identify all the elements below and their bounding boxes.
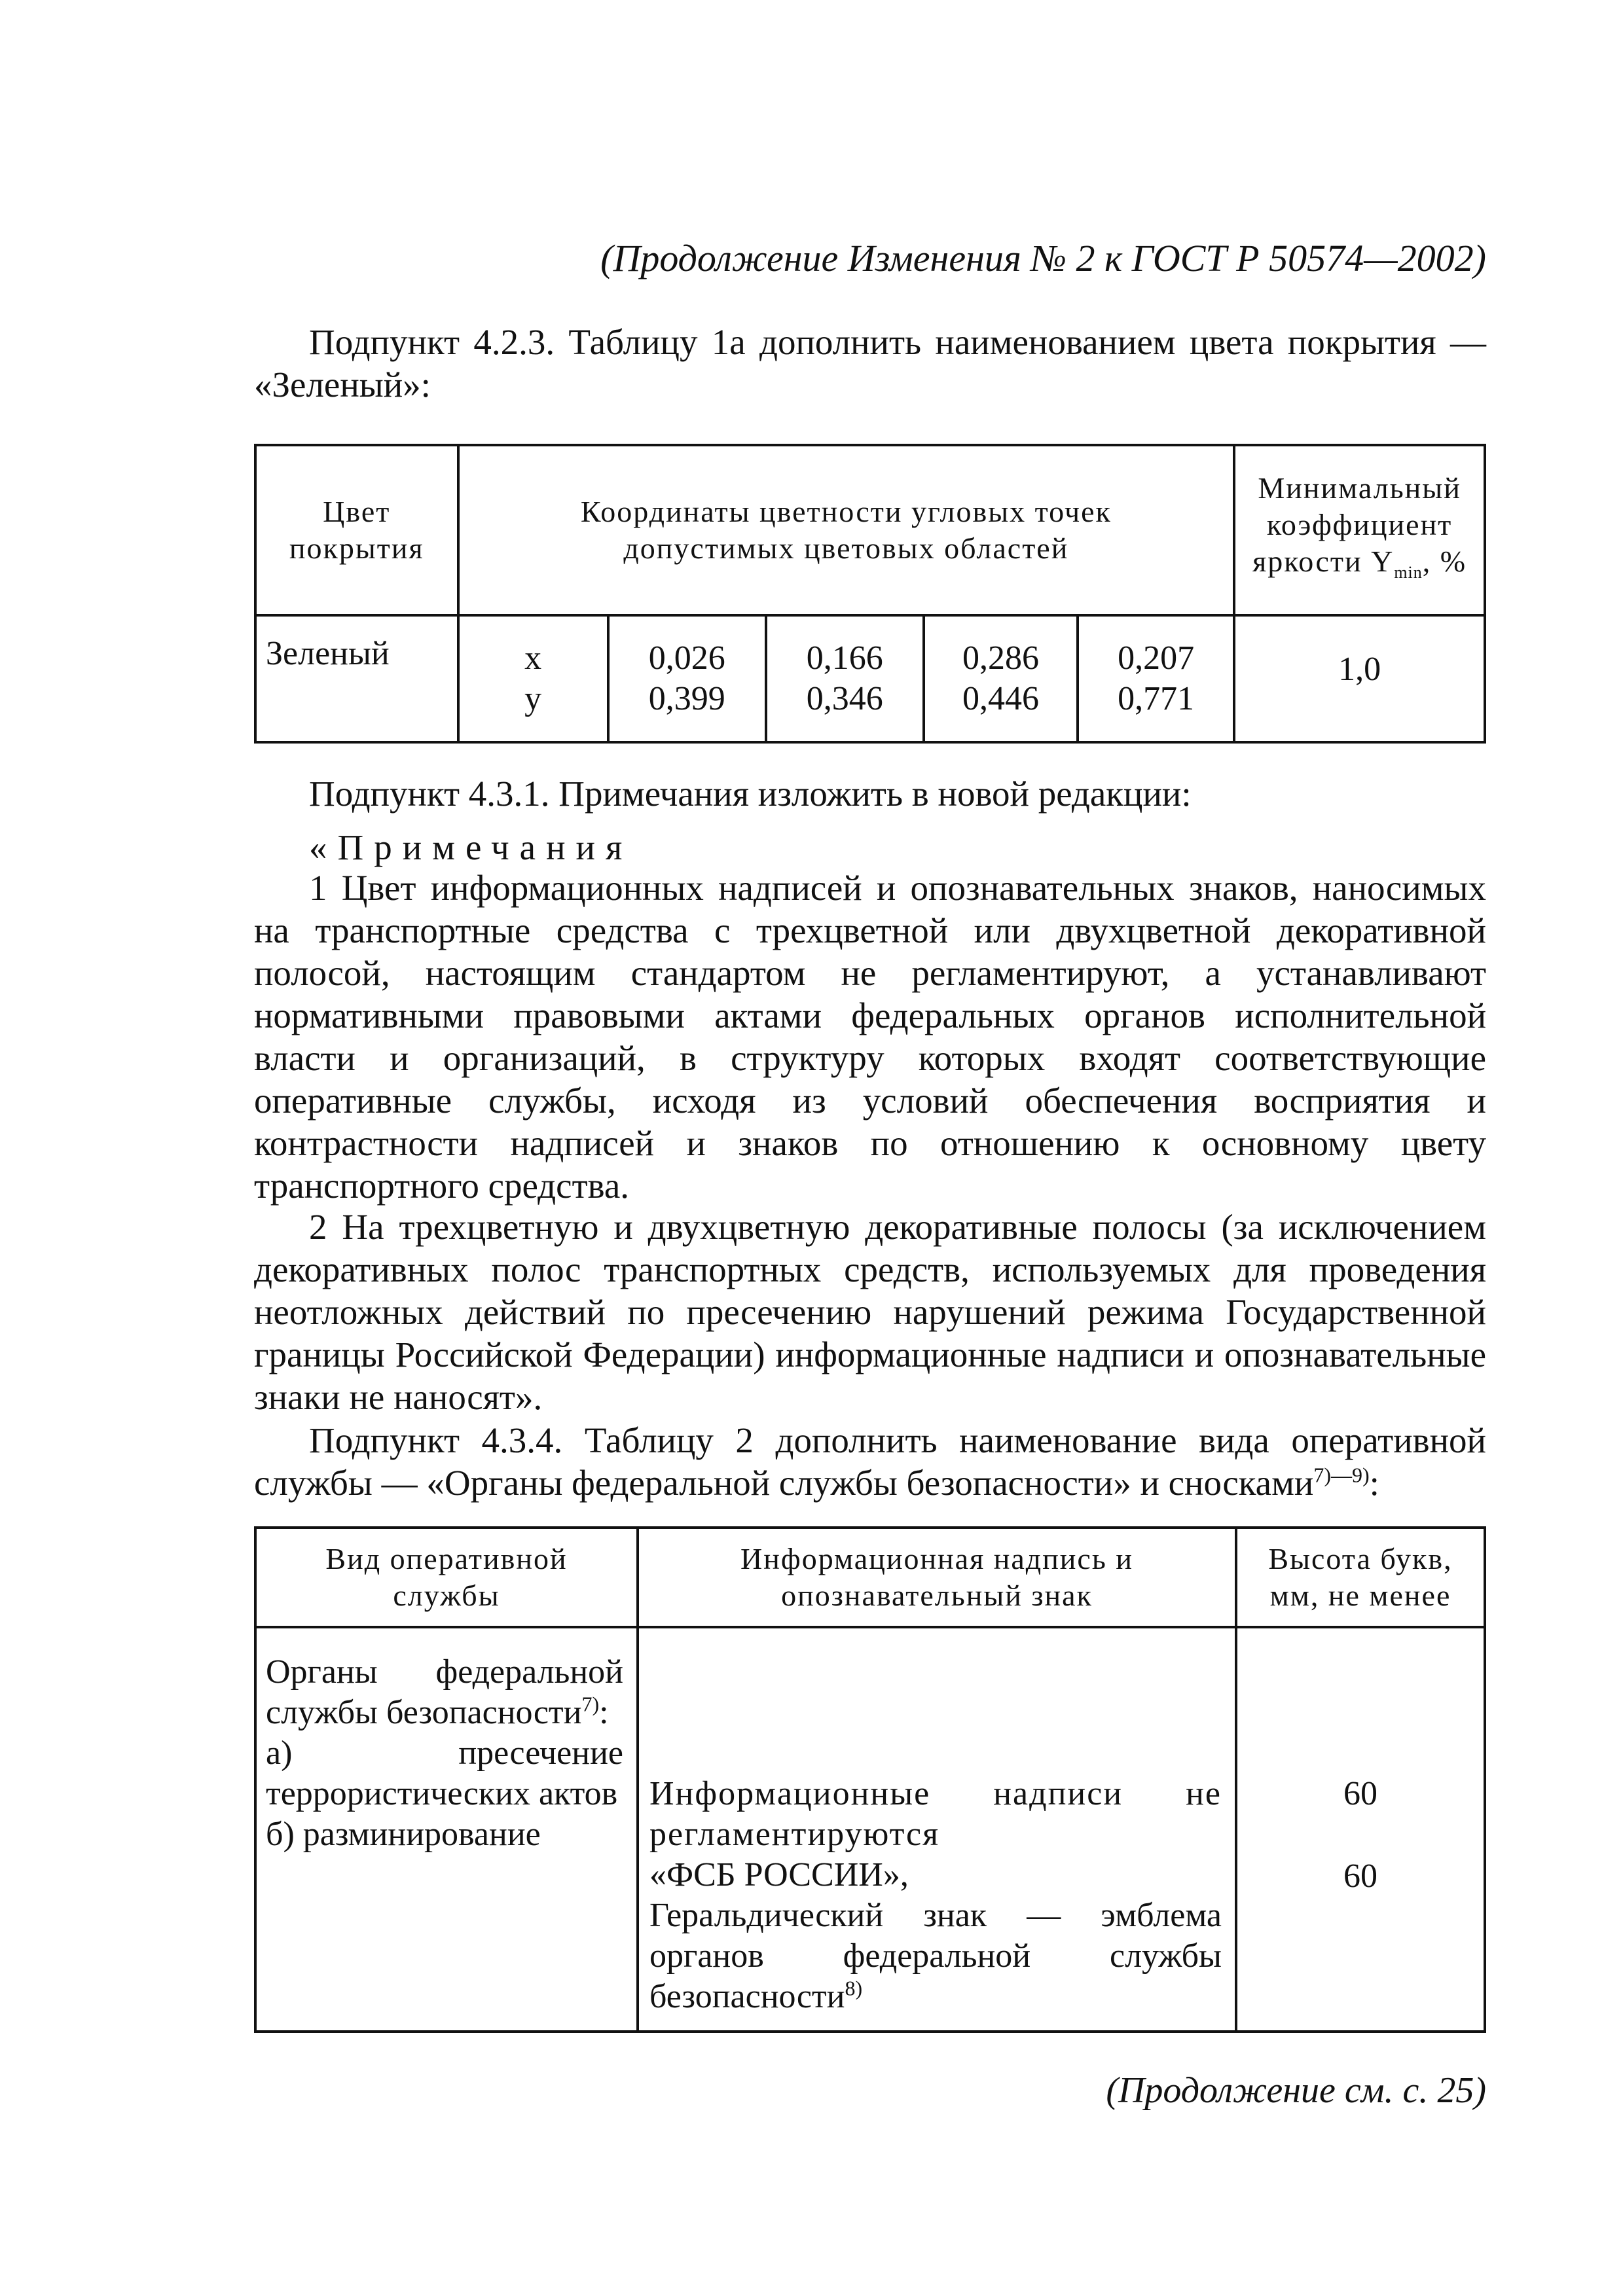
table2-header-inscription: Информационная надпись и опознавательный знак: [638, 1528, 1236, 1627]
axis-x-label: x: [524, 639, 542, 677]
service-title: Органы федеральной службы безопасности$^{7)}$:: [266, 1653, 623, 1731]
table2-height-cell: [1236, 1627, 1485, 2032]
min-brightness-subscript: min: [1394, 562, 1423, 582]
table1-header-coordinates: Координаты цветности угловых точек допустимых цветовых областей: [458, 445, 1235, 615]
table1-point-1: 0,026 0,399: [608, 615, 766, 742]
table2-header-service: Вид оперативной службы: [255, 1528, 638, 1627]
table1-point-2: 0,166 0,346: [766, 615, 924, 742]
service-item-b: б) разминирование: [266, 1816, 541, 1853]
table1-point-4: 0,207 0,771: [1078, 615, 1234, 742]
inscription-b-emblem: Геральдический знак — эмблема органов федеральной службы безопасности$^{8)}$: [649, 1897, 1222, 2015]
note-2: 2 На трехцветную и двухцветную декоративные полосы (за исключением декоративных полос транспортных средств, используемых для проведения неотложных действий по пресечению нарушений режима Государственной границы Российской Федерации) информационные надписи и опознавательные знаки не наносят».: [254, 1207, 1486, 1417]
table1-header-color: Цвет покрытия: [255, 445, 458, 615]
height-a: 60: [1343, 1775, 1377, 1812]
table1-min-value: 1,0: [1234, 615, 1485, 742]
footnote-ref-7-9: 7)—9): [1313, 1463, 1370, 1487]
service-inscriptions-table: [254, 1526, 1486, 2033]
inscription-a: Информационные надписи не регламентируются: [649, 1775, 1222, 1853]
inscription-b-title: «ФСБ РОССИИ»,: [649, 1856, 909, 1893]
page-header: (Продолжение Изменения № 2 к ГОСТ Р 50574—2002): [600, 237, 1486, 279]
table1-point-3: 0,286 0,446: [924, 615, 1078, 742]
table1-header-min-brightness: [1234, 445, 1485, 615]
table1-axis-labels: [458, 615, 608, 742]
color-coordinates-table: [254, 444, 1486, 744]
min-brightness-unit: , %: [1422, 544, 1467, 578]
page-footer: (Продолжение см. с. 25): [1106, 2070, 1486, 2111]
paragraph-4-3-4: Подпункт 4.3.4. Таблицу 2 дополнить наименование вида оперативной службы — «Органы федеральной службы безопасности» и сносками$^{7)—9)}$:: [254, 1420, 1486, 1503]
paragraph-4-2-3: Подпункт 4.2.3. Таблицу 1а дополнить наименованием цвета покрытия — «Зеленый»:: [254, 322, 1486, 404]
table2-service-cell: [255, 1627, 638, 2032]
paragraph-4-3-1: Подпункт 4.3.1. Примечания изложить в новой редакции:: [309, 774, 1192, 814]
axis-y-label: y: [524, 680, 542, 717]
table2-header-height: Высота букв, мм, не менее: [1236, 1528, 1485, 1627]
table2-inscription-cell: [638, 1627, 1236, 2032]
height-b: 60: [1343, 1857, 1377, 1895]
service-item-a: а) пресечение террористических актов: [266, 1734, 623, 1812]
note-1: 1 Цвет информационных надписей и опознавательных знаков, наносимых на транспортные средства с трехцветной или двухцветной декоративной полосой, настоящим стандартом не регламентируют, а устанавливают нормативными правовыми актами федеральных органов исполнительной власти и организаций, в структуру которых входят соответствующие оперативные службы, исходя из условий обеспечения восприятия и контрастности надписей и знаков по отношению к основному цвету транспортного средства.: [254, 868, 1486, 1206]
notes-title: «Примечания: [309, 827, 633, 867]
table1-row-name: Зеленый: [255, 615, 458, 742]
min-brightness-label: Минимальный коэффициент яркости Y: [1252, 471, 1461, 578]
